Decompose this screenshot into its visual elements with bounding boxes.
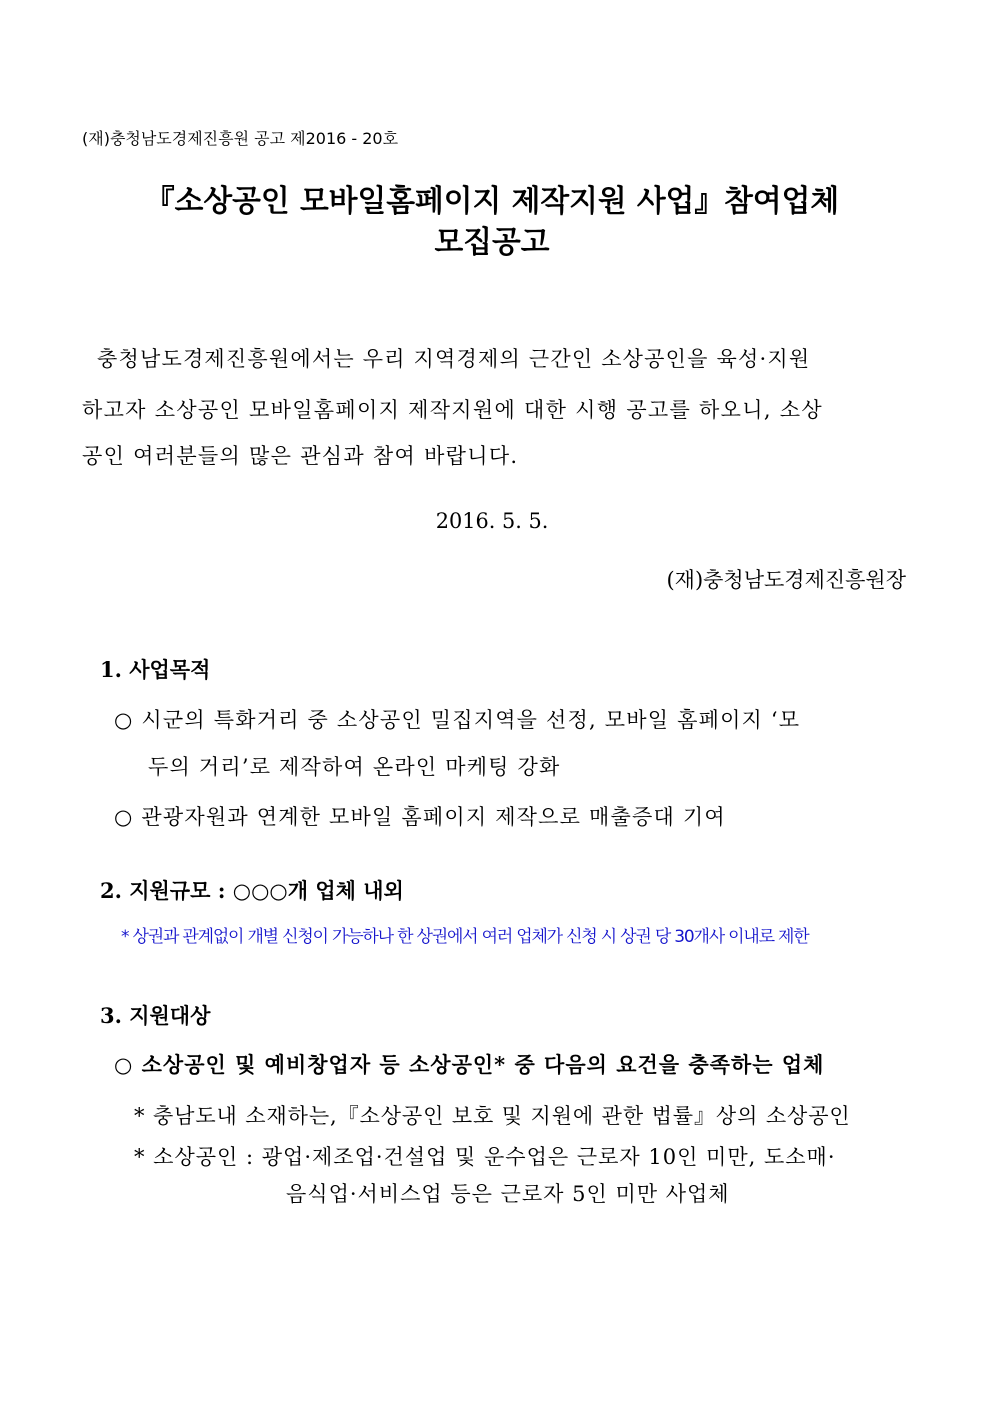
title-line-1: 『소상공인 모바일홈페이지 제작지원 사업』참여업체 xyxy=(144,184,840,219)
section-3-bullet: ○ 소상공인 및 예비창업자 등 소상공인* 중 다음의 요건을 충족하는 업체 xyxy=(114,1052,825,1077)
section-1-bullet-1-line-1: ○ 시군의 특화거리 중 소상공인 밀집지역을 선정, 모바일 홈페이지 ‘모 xyxy=(114,708,801,732)
announcement-date: 2016. 5. 5. xyxy=(435,509,549,533)
section-2-note: * 상권과 관계없이 개별 신청이 가능하나 한 상권에서 여러 업체가 신청 시 상권 당 30개사 이내로 제한 xyxy=(121,927,809,947)
section-1-bullet-2: ○ 관광자원과 연계한 모바일 홈페이지 제작으로 매출증대 기여 xyxy=(114,805,726,829)
section-3-note-1: * 충남도내 소재하는,『소상공인 보호 및 지원에 관한 법률』상의 소상공인 xyxy=(134,1104,851,1128)
intro-line-2: 하고자 소상공인 모바일홈페이지 제작지원에 대한 시행 공고를 하오니, 소상 xyxy=(82,398,823,422)
section-3-note-2-line-2: 음식업·서비스업 등은 근로자 5인 미만 사업체 xyxy=(286,1182,730,1206)
intro-line-3: 공인 여러분들의 많은 관심과 참여 바랍니다. xyxy=(82,444,519,468)
section-3-heading: 3. 지원대상 xyxy=(100,1003,211,1028)
section-3-note-2-line-1: * 소상공인 : 광업·제조업·건설업 및 운수업은 근로자 10인 미만, 도소매· xyxy=(134,1145,836,1169)
intro-line-1: 충청남도경제진흥원에서는 우리 지역경제의 근간인 소상공인을 육성·지원 xyxy=(97,347,811,371)
section-2-heading: 2. 지원규모 : ○○○개 업체 내외 xyxy=(100,878,404,903)
organization-signature: (재)충청남도경제진흥원장 xyxy=(666,568,906,592)
title-line-2: 모집공고 xyxy=(434,225,550,260)
section-1-heading: 1. 사업목적 xyxy=(100,657,211,682)
section-1-bullet-1-line-2: 두의 거리’로 제작하여 온라인 마케팅 강화 xyxy=(148,755,561,779)
notice-number: (재)충청남도경제진흥원 공고 제2016 - 20호 xyxy=(82,129,399,148)
